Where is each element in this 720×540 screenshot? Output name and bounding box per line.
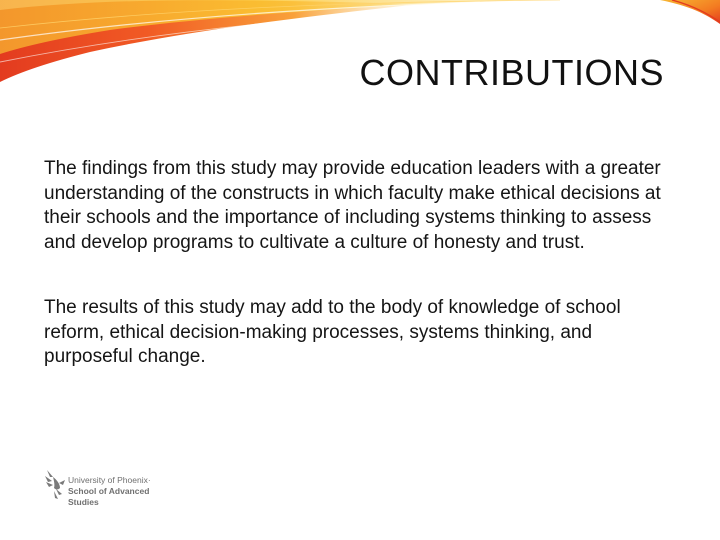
university-logo (44, 468, 174, 514)
swoosh-corner-right (660, 0, 720, 24)
phoenix-bird-icon (44, 468, 68, 502)
slide-title: CONTRIBUTIONS (359, 52, 664, 93)
paragraph-results: The results of this study may add to the body of knowledge of school reform, ethical decision-making processes, systems thinking, and purposeful change. (44, 297, 621, 367)
logo-text (68, 475, 151, 508)
logo-school-name: School of Advanced (68, 486, 150, 496)
logo-university-name: University of Phoenix· (68, 475, 151, 485)
logo-studies: Studies (68, 497, 99, 507)
slide-body (44, 157, 684, 370)
paragraph-findings: The findings from this study may provide education leaders with a greater understanding of the constructs in which faculty make ethical decisions at their schools and the importance of including systems thinking to assess and develop programs to cultivate a culture of honesty and trust. (44, 158, 661, 253)
